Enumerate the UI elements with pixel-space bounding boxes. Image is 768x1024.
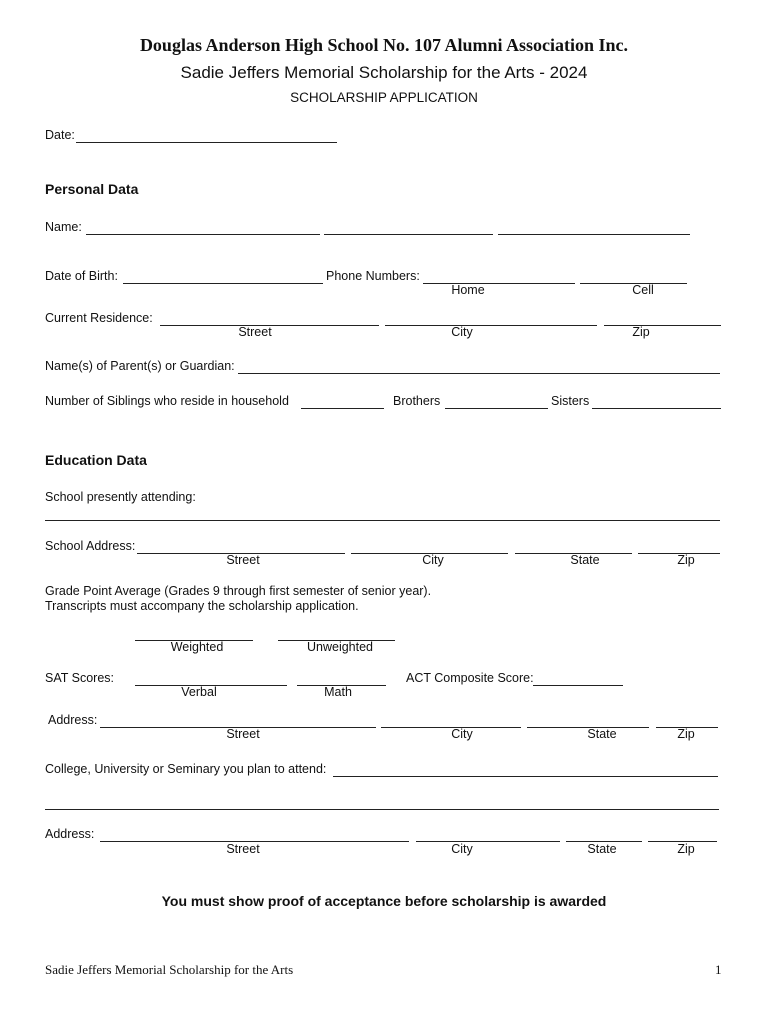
education-data-heading: Education Data	[45, 452, 147, 468]
residence-city-field[interactable]	[385, 325, 597, 326]
transcripts-note: Transcripts must accompany the scholarship application.	[45, 599, 359, 613]
name-last-field[interactable]	[498, 234, 690, 235]
date-label: Date:	[45, 128, 75, 142]
college-state-caption: State	[587, 842, 617, 856]
sisters-field[interactable]	[592, 408, 721, 409]
form-title: SCHOLARSHIP APPLICATION	[290, 90, 478, 105]
college-city-field[interactable]	[416, 841, 560, 842]
math-caption: Math	[324, 685, 352, 699]
weighted-caption: Weighted	[170, 640, 224, 654]
college-label: College, University or Seminary you plan to attend:	[45, 762, 327, 776]
gpa-instructions: Grade Point Average (Grades 9 through first semester of senior year).	[45, 584, 432, 598]
acceptance-notice: You must show proof of acceptance before scholarship is awarded	[161, 893, 607, 909]
name-label: Name:	[45, 220, 82, 234]
school-city-caption: City	[422, 553, 444, 567]
unweighted-caption: Unweighted	[306, 640, 374, 654]
home-caption: Home	[451, 283, 485, 297]
school-zip-caption: Zip	[677, 553, 695, 567]
address-city-caption: City	[451, 727, 473, 741]
school-street-caption: Street	[226, 553, 260, 567]
address-label: Address:	[48, 713, 98, 727]
college-field-continued[interactable]	[45, 809, 719, 810]
brothers-field[interactable]	[445, 408, 548, 409]
brothers-label: Brothers	[393, 394, 441, 408]
verbal-caption: Verbal	[181, 685, 217, 699]
phone-label: Phone Numbers:	[326, 269, 420, 283]
dob-field[interactable]	[123, 283, 323, 284]
name-middle-field[interactable]	[324, 234, 493, 235]
parents-label: Name(s) of Parent(s) or Guardian:	[45, 359, 235, 373]
zip-caption: Zip	[632, 325, 650, 339]
college-street-caption: Street	[226, 842, 260, 856]
college-city-caption: City	[451, 842, 473, 856]
scholarship-title: Sadie Jeffers Memorial Scholarship for the Arts - 2024	[180, 63, 588, 82]
dob-label: Date of Birth:	[45, 269, 118, 283]
residence-label: Current Residence:	[45, 311, 153, 325]
sisters-label: Sisters	[551, 394, 590, 408]
school-state-caption: State	[570, 553, 600, 567]
siblings-count-field[interactable]	[301, 408, 384, 409]
date-field[interactable]	[76, 142, 337, 143]
siblings-label: Number of Siblings who reside in household	[45, 394, 289, 408]
parents-field[interactable]	[238, 373, 720, 374]
page-number: 1	[715, 962, 722, 977]
phone-home-field[interactable]	[423, 283, 575, 284]
address-state-caption: State	[587, 727, 617, 741]
city-caption: City	[451, 325, 473, 339]
college-zip-caption: Zip	[677, 842, 695, 856]
address-zip-caption: Zip	[677, 727, 695, 741]
residence-zip-field[interactable]	[604, 325, 721, 326]
personal-data-heading: Personal Data	[45, 181, 139, 197]
school-label: School presently attending:	[45, 490, 196, 504]
act-label: ACT Composite Score:	[406, 671, 534, 685]
organization-title: Douglas Anderson High School No. 107 Alumni Association Inc.	[139, 35, 629, 55]
name-first-field[interactable]	[86, 234, 320, 235]
school-address-label: School Address:	[45, 539, 136, 553]
address-street-caption: Street	[226, 727, 260, 741]
school-field[interactable]	[45, 520, 720, 521]
street-caption: Street	[238, 325, 272, 339]
college-address-label: Address:	[45, 827, 95, 841]
sat-label: SAT Scores:	[45, 671, 115, 685]
college-field[interactable]	[333, 776, 718, 777]
footer-title: Sadie Jeffers Memorial Scholarship for the Arts	[45, 962, 294, 977]
cell-caption: Cell	[632, 283, 654, 297]
act-field[interactable]	[533, 685, 623, 686]
